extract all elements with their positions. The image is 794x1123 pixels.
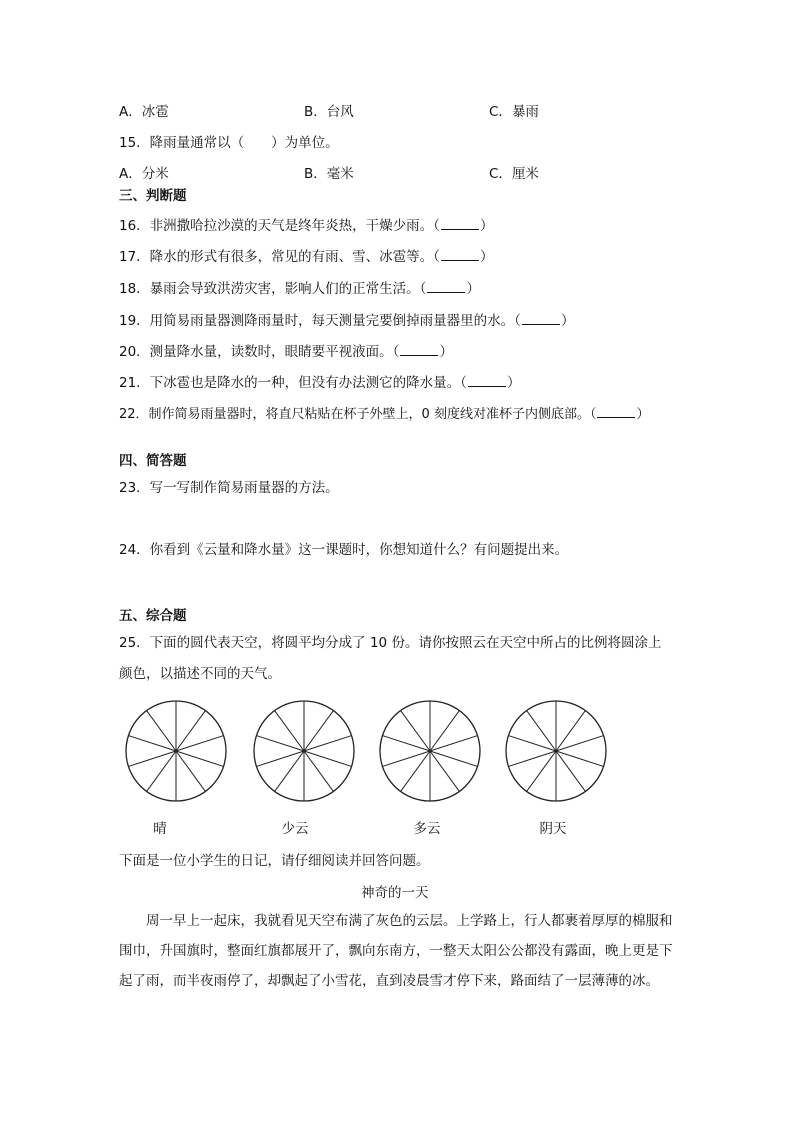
question-text: 19．用简易雨量器测降雨量时，每天测量完要倒掉雨量器里的水。（: [119, 313, 521, 329]
circle-many-clouds[interactable]: [380, 701, 480, 801]
circle-label-overcast: 阴天: [539, 821, 567, 837]
option-text: 暴雨: [511, 104, 539, 120]
option-letter: A．: [119, 104, 142, 120]
question-text: 18．暴雨会导致洪涝灾害，影响人们的正常生活。（: [119, 281, 427, 297]
diary-intro: 下面是一位小学生的日记，请仔细阅读并回答问题。: [119, 853, 430, 869]
circle-few-clouds[interactable]: [254, 701, 354, 801]
option-text: 厘米: [511, 166, 539, 182]
close-paren: ）: [466, 281, 480, 297]
diary-body: 周一早上一起床，我就看见天空布满了灰色的云层。上学路上，行人都裹着厚厚的棉服和围巾，升国旗时，整面红旗都展开了，飘向东南方，一整天太阳公公都没有露面，晚上更是下起了雨，而半夜雨停了，却飘起了小雪花，直到凌晨雪才停下来，路面结了一层薄薄的冰。: [119, 913, 673, 989]
close-paren: ）: [636, 407, 650, 422]
option-letter: B．: [304, 166, 327, 182]
question-text: 22．制作简易雨量器时，将直尺粘贴在杯子外壁上，0 刻度线对准杯子内侧底部。（: [119, 407, 597, 422]
option-letter: C．: [489, 166, 512, 182]
option-text: 冰雹: [141, 104, 169, 120]
q15-stem: 15．降雨量通常以（ ）为单位。: [119, 135, 339, 151]
close-paren: ）: [479, 249, 494, 265]
circle-label-few-clouds: 少云: [281, 821, 309, 837]
option-letter: A．: [119, 166, 142, 182]
close-paren: ）: [560, 313, 575, 329]
close-paren: ）: [506, 375, 521, 391]
question-text: 17．降水的形式有很多，常见的有雨、雪、冰雹等。（: [119, 249, 440, 265]
question-text: 16．非洲撒哈拉沙漠的天气是终年炎热，干燥少雨。（: [119, 218, 440, 234]
option-text: 毫米: [326, 166, 354, 182]
circle-clear[interactable]: [126, 701, 226, 801]
question-text: 21．下冰雹也是降水的一种，但没有办法测它的降水量。（: [119, 375, 467, 391]
section-4-title: 四、简答题: [119, 453, 187, 469]
close-paren: ）: [439, 344, 453, 360]
q25-line-1: 25．下面的圆代表天空，将圆平均分成了 10 份。请你按照云在天空中所占的比例将圆涂上: [119, 635, 662, 651]
close-paren: ）: [479, 218, 494, 234]
circle-label-clear: 晴: [153, 821, 167, 837]
option-letter: C．: [489, 104, 512, 120]
circle-overcast[interactable]: [506, 701, 606, 801]
q25-line-2: 颜色，以描述不同的天气。: [119, 666, 281, 682]
circle-label-many-clouds: 多云: [413, 821, 441, 837]
option-text: 台风: [326, 104, 354, 120]
option-text: 分米: [141, 166, 169, 182]
q23: 23．写一写制作简易雨量器的方法。: [119, 480, 339, 496]
option-letter: B．: [304, 104, 327, 120]
q24: 24．你看到《云量和降水量》这一课题时，你想知道什么？有问题提出来。: [119, 542, 569, 558]
section-3-title: 三、判断题: [119, 188, 187, 204]
diary-title: 神奇的一天: [361, 885, 429, 901]
question-text: 20．测量降水量，读数时，眼睛要平视液面。（: [119, 344, 400, 360]
section-5-title: 五、综合题: [119, 608, 187, 624]
